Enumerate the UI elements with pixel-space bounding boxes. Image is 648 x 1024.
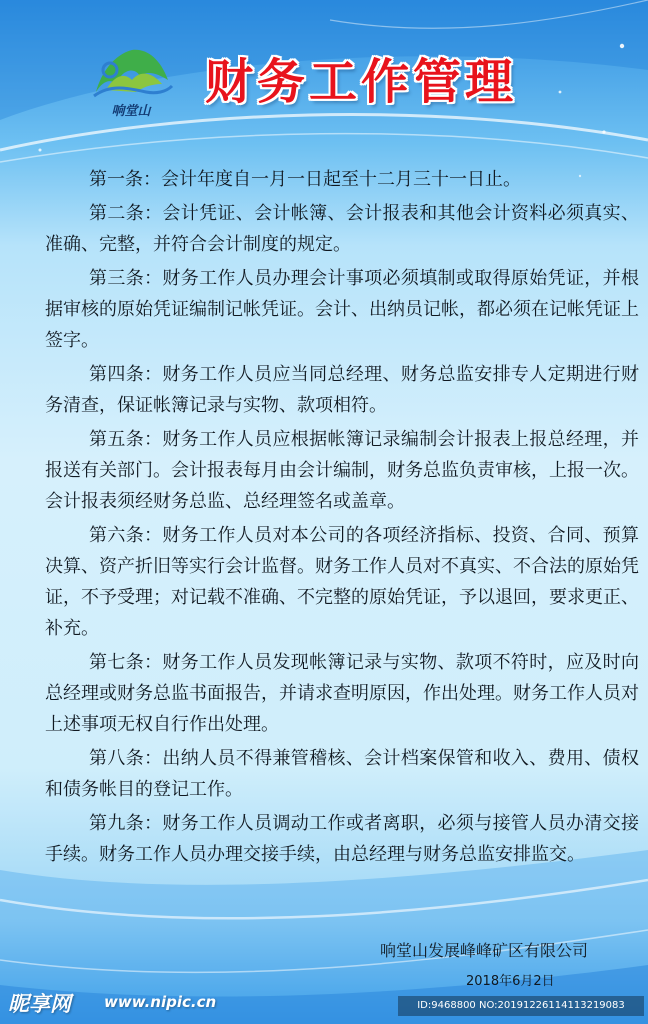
- watermark: [8, 988, 248, 1024]
- issue-date: 2018年6月2日: [466, 974, 555, 989]
- page-title: 财务工作管理: [205, 54, 518, 110]
- article-5: 第五条：财务工作人员应根据帐簿记录编制会计报表上报总经理，并报送有关部门。会计报表每月由会计编制，财务总监负责审核，上报一次。会计报表须经财务总监、总经理签名或盖章。: [45, 429, 639, 512]
- article-9: 第九条：财务工作人员调动工作或者离职，必须与接管人员办清交接手续。财务工作人员办理交接手续，由总经理与财务总监安排监交。: [45, 813, 639, 865]
- logo-text: 响堂山: [111, 104, 151, 119]
- article-3: 第三条：财务工作人员办理会计事项必须填制或取得原始凭证，并根据审核的原始凭证编制记帐凭证。会计、出纳员记帐，都必须在记帐凭证上签字。: [45, 268, 639, 351]
- watermark-id: ID:9468800 NO:20191226114113219083: [398, 996, 644, 1016]
- article-1: 第一条：会计年度自一月一日起至十二月三十一日止。: [89, 169, 521, 190]
- article-list: [45, 164, 639, 873]
- mountain-logo-icon: [88, 40, 174, 102]
- article-6: 第六条：财务工作人员对本公司的各项经济指标、投资、合同、预算决算、资产折旧等实行会计监督。财务工作人员对不真实、不合法的原始凭证，不予受理；对记载不准确、不完整的原始凭证，予以退回，要求更正、补充。: [45, 525, 639, 639]
- article-4: 第四条：财务工作人员应当同总经理、财务总监安排专人定期进行财务清查，保证帐簿记录与实物、款项相符。: [45, 364, 639, 416]
- article-2: 第二条：会计凭证、会计帐簿、会计报表和其他会计资料必须真实、准确、完整，并符合会计制度的规定。: [45, 203, 639, 255]
- watermark-brand: 昵享网: [8, 992, 71, 1016]
- company-name: 响堂山发展峰峰矿区有限公司: [380, 941, 589, 960]
- watermark-url: www.nipic.cn: [104, 993, 217, 1011]
- article-8: 第八条：出纳人员不得兼管稽核、会计档案保管和收入、费用、债权和债务帐目的登记工作。: [45, 748, 639, 800]
- article-7: 第七条：财务工作人员发现帐簿记录与实物、款项不符时，应及时向总经理或财务总监书面报告，并请求查明原因，作出处理。财务工作人员对上述事项无权自行作出处理。: [45, 652, 639, 735]
- company-logo: [88, 40, 174, 122]
